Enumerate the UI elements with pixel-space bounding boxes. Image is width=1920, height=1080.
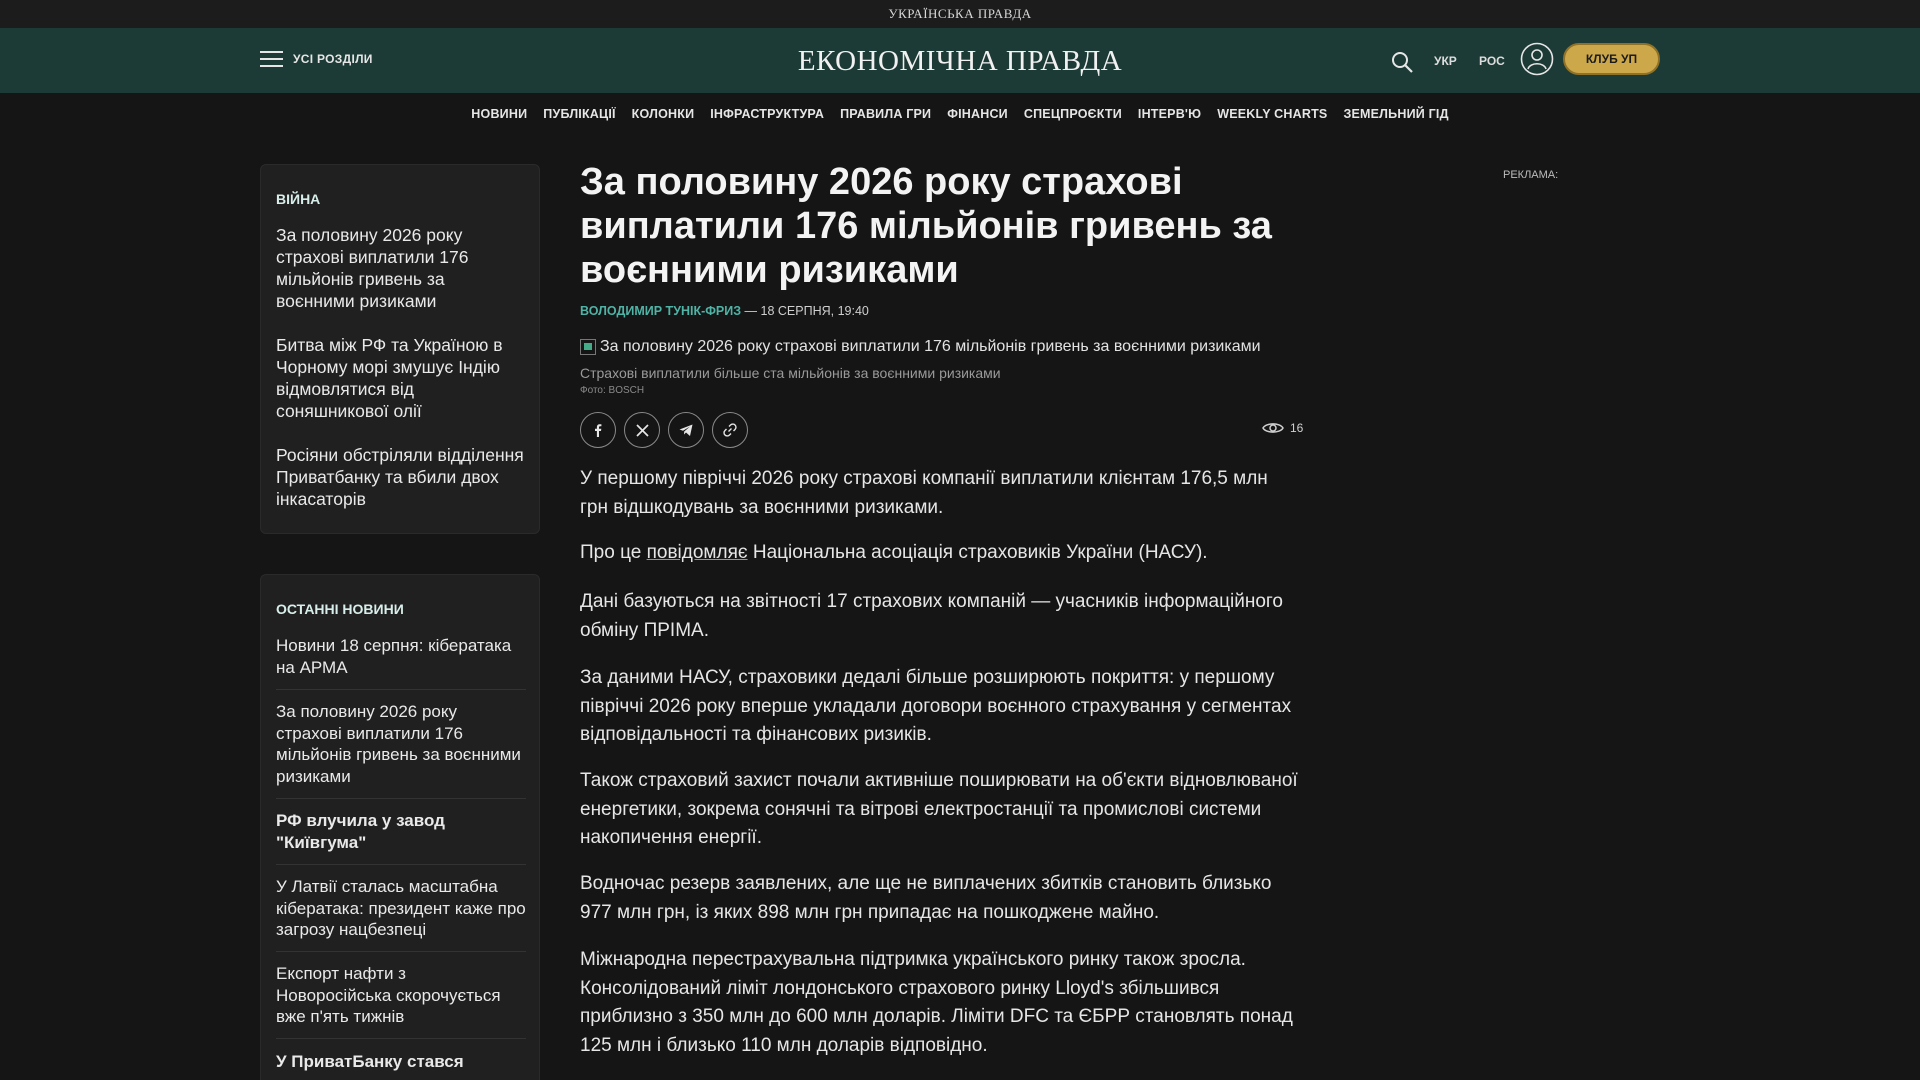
divider [276, 798, 526, 799]
article-paragraph [580, 539, 1300, 568]
nav-item-finance[interactable]: ФІНАНСИ [947, 107, 1008, 121]
link-icon [722, 422, 738, 438]
sidebar-war-title[interactable]: ВІЙНА [276, 191, 321, 207]
article-author[interactable]: ВОЛОДИМИР ТУНІК-ФРИЗ [580, 304, 742, 318]
brand-name[interactable]: УКРАЇНСЬКА ПРАВДА [888, 6, 1032, 21]
facebook-icon [590, 422, 606, 438]
main-nav [0, 93, 1920, 135]
nav-item-land-guide[interactable]: ЗЕМЕЛЬНИЙ ГІД [1343, 107, 1449, 121]
latest-news-item[interactable]: Новини 18 серпня: кібератака на АРМА [276, 636, 512, 677]
eye-icon [1262, 421, 1284, 435]
article-meta [580, 304, 869, 318]
nav-item-columns[interactable]: КОЛОНКИ [631, 107, 695, 121]
sidebar-war-item[interactable]: Битва між РФ та Україною в Чорному морі змушує Індію відмовлятися від соняшникової олії [276, 335, 503, 421]
view-counter [1262, 421, 1303, 435]
latest-news-item[interactable]: За половину 2026 року страхові виплатили 176 мільйонів гривень за воєнними ризиками [276, 702, 521, 786]
telegram-icon [678, 422, 694, 438]
latest-news-item[interactable]: Експорт нафти з Новоросійська скорочується вже п'ять тижнів [276, 964, 501, 1026]
search-icon[interactable] [1390, 50, 1414, 74]
nav-item-weekly-charts[interactable]: WEEKLY CHARTS [1217, 107, 1328, 121]
article-paragraph: Міжнародна перестрахувальна підтримка українського ринку також зросла. Консолідований ліміт лондонського страхового ринку Lloyd's збільшився приблизно з 350 млн до 600 млн доларів. Ліміти DFC та ЄБРР становлять понад 125 млн і близько 110 млн доларів відповідно. [580, 949, 1293, 1056]
broken-image-icon [580, 339, 596, 355]
article-image [580, 338, 1261, 356]
photo-credit: Фото: BOSCH [580, 385, 645, 396]
sidebar-latest-title[interactable]: ОСТАННІ НОВИНИ [276, 601, 404, 617]
sidebar-war-item[interactable]: За половину 2026 року страхові виплатили 176 мільйонів гривень за воєнними ризиками [276, 225, 469, 311]
divider [276, 689, 526, 690]
view-count: 16 [1290, 421, 1304, 435]
share-x-button[interactable] [624, 412, 660, 448]
article-paragraph: Також страховий захист почали активніше поширювати на об'єкти відновлюваної енергетики, зокрема сонячні та вітрові електростанції та промислові системи накопичення енергії. [580, 770, 1298, 848]
divider [276, 1038, 526, 1039]
copy-link-button[interactable] [712, 412, 748, 448]
share-facebook-button[interactable] [580, 412, 616, 448]
club-up-button[interactable]: КЛУБ УП [1563, 43, 1660, 75]
article-paragraph: Дані базуються на звітності 17 страхових компаній — учасників інформаційного обміну ПРІМА. [580, 591, 1283, 641]
source-link[interactable]: повідомляє [646, 542, 748, 563]
paragraph-text: Про це [580, 542, 647, 563]
share-telegram-button[interactable] [668, 412, 704, 448]
user-icon[interactable] [1520, 42, 1554, 76]
article-paragraph: У першому півріччі 2026 року страхові компанії виплатили клієнтам 176,5 млн грн відшкодувань за воєнними ризиками. [580, 468, 1268, 518]
top-brand-strip [0, 0, 1920, 28]
divider [276, 864, 526, 865]
nav-item-rules[interactable]: ПРАВИЛА ГРИ [840, 107, 932, 121]
site-header [0, 28, 1920, 93]
nav-item-special-projects[interactable]: СПЕЦПРОЄКТИ [1023, 107, 1122, 121]
article-headline: За половину 2026 року страхові виплатили 176 мільйонів гривень за воєнними ризиками [580, 161, 1272, 291]
image-caption: Страхові виплатили більше ста мільйонів за воєнними ризиками [580, 365, 1001, 381]
site-logo[interactable]: ЕКОНОМІЧНА ПРАВДА [797, 45, 1123, 77]
nav-item-publications[interactable]: ПУБЛІКАЦІЇ [543, 107, 616, 121]
nav-item-infrastructure[interactable]: ІНФРАСТРУКТУРА [710, 107, 825, 121]
latest-news-item[interactable]: РФ влучила у завод "Київгума" [276, 811, 445, 852]
lang-ukr-link[interactable]: УКР [1434, 54, 1457, 68]
article-paragraph: Водночас резерв заявлених, але ще не виплачених збитків становить близько 977 млн грн, із яких 898 млн грн припадає на пошкоджене майно. [580, 873, 1272, 923]
article-paragraph: За даними НАСУ, страховики дедалі більше розширюють покриття: у першому півріччі 2026 року вперше укладали договори воєнного страхування у сегментах відповідальності та фінансових ризиків. [580, 667, 1292, 745]
ad-label: РЕКЛАМА: [1503, 169, 1559, 181]
paragraph-text: Національна асоціація страховиків України (НАСУ). [747, 542, 1208, 563]
latest-news-item[interactable]: У Латвії сталась масштабна кібератака: президент каже про загрозу нацбезпеці [276, 877, 526, 939]
divider [276, 951, 526, 952]
lang-ros-link[interactable]: РОС [1479, 54, 1505, 68]
all-sections-label: УСІ РОЗДІЛИ [293, 52, 373, 66]
sidebar-war-item[interactable]: Росіяни обстріляли відділення Приватбанку та вбили двох інкасаторів [276, 445, 524, 509]
sidebar-latest-card [260, 574, 540, 1080]
x-icon [635, 423, 650, 438]
article-image-alt: За половину 2026 року страхові виплатили 176 мільйонів гривень за воєнними ризиками [600, 338, 1261, 355]
sidebar-war-card [260, 164, 540, 534]
article-date: — 18 СЕРПНЯ, 19:40 [741, 304, 869, 318]
nav-item-news[interactable]: НОВИНИ [471, 107, 528, 121]
nav-item-interview[interactable]: ІНТЕРВ'Ю [1137, 107, 1202, 121]
latest-news-item[interactable]: У ПриватБанку стався [276, 1052, 464, 1071]
